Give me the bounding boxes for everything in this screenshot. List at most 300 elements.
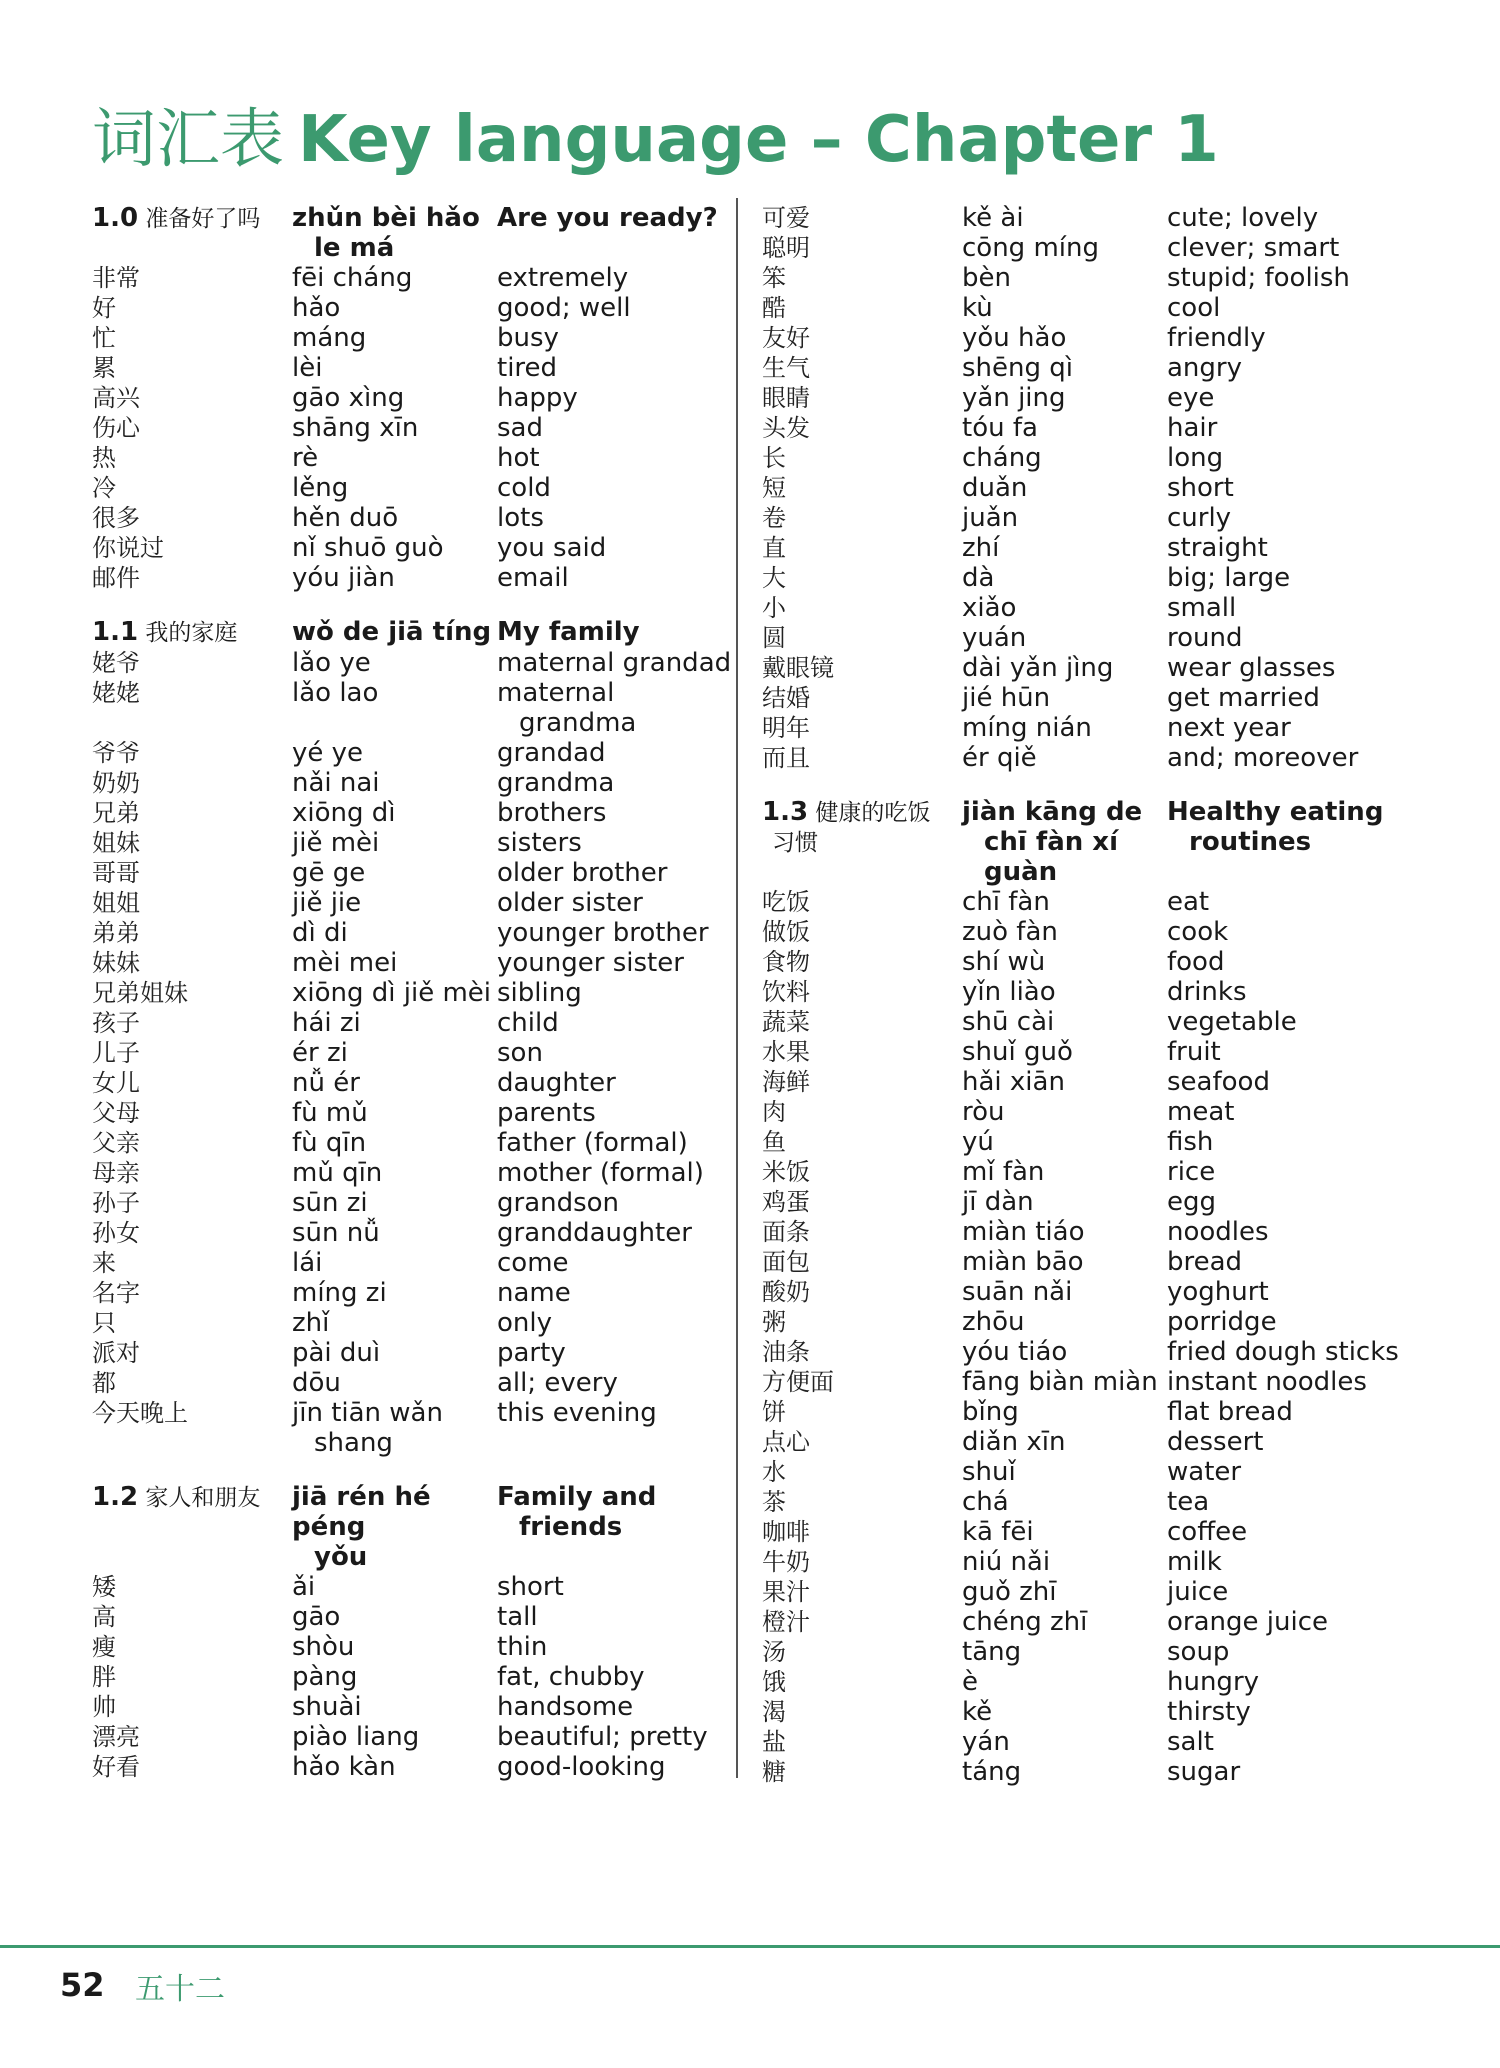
vocab-english — [1167, 947, 1462, 977]
vocab-english-line: meat — [1167, 1097, 1235, 1127]
section-title-pinyin — [292, 203, 497, 263]
vocab-english-line: beautiful; pretty — [497, 1722, 708, 1752]
vocab-english — [497, 1158, 722, 1188]
section-heading-chinese — [92, 203, 292, 263]
vocab-pinyin-line: kù — [962, 293, 993, 323]
vocab-english-line: cook — [1167, 917, 1229, 947]
vocab-row — [762, 653, 1462, 683]
vocab-english-line: tea — [1167, 1487, 1210, 1517]
vocab-row — [762, 1397, 1462, 1427]
vocab-row — [92, 1248, 722, 1278]
vocab-english-line: juice — [1167, 1577, 1229, 1607]
vocab-english — [1167, 1307, 1462, 1337]
section-title-english-line: Family and — [497, 1482, 657, 1512]
vocab-english — [1167, 1607, 1462, 1637]
vocab-english — [497, 1398, 722, 1458]
vocab-row — [762, 1337, 1462, 1367]
vocab-pinyin — [962, 1127, 1167, 1157]
vocab-row — [92, 1722, 722, 1752]
vocab-english — [497, 1038, 722, 1068]
vocab-chinese: 橙汁 — [762, 1608, 810, 1636]
vocab-row — [762, 713, 1462, 743]
section-heading-chinese — [762, 797, 962, 887]
section-title-chinese: 准备好了吗 — [138, 206, 261, 232]
vocab-chinese: 饼 — [762, 1398, 786, 1426]
vocab-chinese: 父亲 — [92, 1129, 140, 1157]
vocab-english — [497, 768, 722, 798]
vocab-pinyin — [962, 353, 1167, 383]
vocab-pinyin-line: kě — [962, 1697, 993, 1727]
vocab-pinyin — [962, 743, 1167, 773]
vocab-english — [1167, 1697, 1462, 1727]
section-title-pinyin-cont: chī fàn xí guàn — [984, 827, 1118, 887]
vocab-row — [92, 1128, 722, 1158]
vocab-chinese: 奶奶 — [92, 769, 140, 797]
vocab-pinyin-line: jiě jie — [292, 888, 362, 918]
vocab-pinyin — [962, 1337, 1167, 1367]
vocab-pinyin-line: piào liang — [292, 1722, 420, 1752]
vocab-pinyin — [962, 1367, 1167, 1397]
vocab-pinyin — [292, 473, 497, 503]
vocab-pinyin — [962, 1427, 1167, 1457]
vocab-chinese: 短 — [762, 474, 786, 502]
vocab-row — [762, 683, 1462, 713]
vocab-row — [92, 323, 722, 353]
vocab-pinyin — [292, 413, 497, 443]
vocab-chinese: 姐姐 — [92, 889, 140, 917]
vocab-english-line: clever; smart — [1167, 233, 1340, 263]
vocab-pinyin-line: shí wù — [962, 947, 1046, 977]
vocab-chinese: 面包 — [762, 1248, 810, 1276]
vocab-pinyin-line: fù mǔ — [292, 1098, 368, 1128]
vocab-pinyin — [962, 563, 1167, 593]
vocab-english-line: grandma — [497, 768, 615, 798]
vocab-english — [497, 1692, 722, 1722]
section-title-english — [1167, 797, 1462, 887]
vocab-english — [1167, 323, 1462, 353]
vocab-row — [762, 1007, 1462, 1037]
vocab-row — [92, 1602, 722, 1632]
vocab-chinese: 水 — [762, 1458, 786, 1486]
section-heading — [92, 617, 722, 648]
page-number-chinese: 五十二 — [135, 1972, 225, 2007]
vocab-pinyin — [292, 1248, 497, 1278]
vocab-row — [762, 203, 1462, 233]
vocab-pinyin — [292, 978, 497, 1008]
title-english: Key language – Chapter 1 — [298, 103, 1219, 177]
vocab-english-line: fat, chubby — [497, 1662, 645, 1692]
vocab-english-line: handsome — [497, 1692, 634, 1722]
vocab-section — [92, 203, 722, 593]
vocab-english-line: younger sister — [497, 948, 684, 978]
vocab-english-line: sisters — [497, 828, 582, 858]
vocab-pinyin-line: shēng qì — [962, 353, 1073, 383]
vocab-chinese: 大 — [762, 564, 786, 592]
vocab-pinyin-line: suān nǎi — [962, 1277, 1073, 1307]
vocab-pinyin-line: ér qiě — [962, 743, 1037, 773]
vocab-english-line: seafood — [1167, 1067, 1270, 1097]
vocab-english-line: food — [1167, 947, 1225, 977]
vocab-pinyin-line: máng — [292, 323, 367, 353]
vocab-pinyin — [292, 648, 497, 678]
vocab-english — [497, 413, 722, 443]
vocab-english-line: all; every — [497, 1368, 618, 1398]
vocab-row — [762, 1427, 1462, 1457]
section-title-pinyin-line: jiā rén hé péng — [292, 1482, 431, 1542]
vocab-pinyin — [292, 503, 497, 533]
vocab-row — [92, 1098, 722, 1128]
footer-rule — [0, 1945, 1500, 1948]
vocab-pinyin — [962, 1307, 1167, 1337]
vocab-pinyin — [962, 293, 1167, 323]
vocab-pinyin — [962, 1577, 1167, 1607]
vocab-row — [92, 263, 722, 293]
vocab-english-line: mother (formal) — [497, 1158, 704, 1188]
vocab-row — [762, 1277, 1462, 1307]
vocab-row — [762, 1247, 1462, 1277]
vocab-row — [92, 1692, 722, 1722]
vocab-english — [497, 323, 722, 353]
vocab-pinyin — [962, 1037, 1167, 1067]
section-title-pinyin-line: zhǔn bèi hǎo — [292, 203, 480, 233]
vocab-pinyin — [292, 563, 497, 593]
vocab-english — [1167, 743, 1462, 773]
vocab-chinese: 粥 — [762, 1308, 786, 1336]
vocab-pinyin — [962, 917, 1167, 947]
vocab-pinyin-line: shuǐ — [962, 1457, 1016, 1487]
vocab-chinese: 瘦 — [92, 1633, 116, 1661]
vocab-pinyin — [962, 1517, 1167, 1547]
vocab-row — [762, 233, 1462, 263]
vocab-pinyin-line: lěng — [292, 473, 349, 503]
vocab-chinese: 可爱 — [762, 204, 810, 232]
vocab-english-line: round — [1167, 623, 1243, 653]
section-title-english-cont: routines — [1189, 827, 1312, 857]
vocab-chinese: 生气 — [762, 354, 810, 382]
page-number: 52 — [60, 1966, 105, 2004]
vocab-english — [497, 1248, 722, 1278]
vocab-pinyin-line: yǐn liào — [962, 977, 1056, 1007]
vocab-english-line: eat — [1167, 887, 1210, 917]
vocab-pinyin — [962, 887, 1167, 917]
vocab-pinyin — [292, 1632, 497, 1662]
vocab-chinese: 茶 — [762, 1488, 786, 1516]
vocab-pinyin — [292, 1188, 497, 1218]
vocab-english — [1167, 713, 1462, 743]
vocab-row — [92, 503, 722, 533]
vocab-row — [762, 977, 1462, 1007]
vocab-english — [497, 293, 722, 323]
vocab-pinyin-line: è — [962, 1667, 978, 1697]
vocab-english — [1167, 443, 1462, 473]
vocab-pinyin-line: bèn — [962, 263, 1011, 293]
vocab-english-line: sad — [497, 413, 543, 443]
vocab-english-line: angry — [1167, 353, 1242, 383]
vocab-english-line: this evening — [497, 1398, 657, 1428]
vocab-pinyin — [962, 683, 1167, 713]
vocab-pinyin-line: miàn bāo — [962, 1247, 1084, 1277]
vocab-english-line: eye — [1167, 383, 1215, 413]
section-heading — [92, 1482, 722, 1572]
vocab-chinese: 来 — [92, 1249, 116, 1277]
vocab-row — [762, 1157, 1462, 1187]
vocab-english-line: cool — [1167, 293, 1221, 323]
vocab-chinese: 渴 — [762, 1698, 786, 1726]
vocab-english-line: maternal — [497, 678, 615, 708]
vocab-row — [762, 1367, 1462, 1397]
vocab-row — [762, 1727, 1462, 1757]
vocab-english — [1167, 1487, 1462, 1517]
section-title-english — [497, 203, 722, 263]
vocab-english — [497, 1098, 722, 1128]
vocab-english-line: older brother — [497, 858, 668, 888]
vocab-chinese: 累 — [92, 354, 116, 382]
vocab-chinese: 热 — [92, 444, 116, 472]
vocab-chinese: 眼睛 — [762, 384, 810, 412]
vocab-english-line: coffee — [1167, 1517, 1248, 1547]
vocab-english — [497, 443, 722, 473]
vocab-pinyin — [292, 1692, 497, 1722]
vocab-chinese: 只 — [92, 1309, 116, 1337]
column-divider — [736, 198, 738, 1778]
vocab-pinyin-line: zuò fàn — [962, 917, 1058, 947]
vocab-pinyin — [962, 1247, 1167, 1277]
vocab-row — [92, 293, 722, 323]
vocab-pinyin-line: shòu — [292, 1632, 355, 1662]
vocab-chinese: 胖 — [92, 1663, 116, 1691]
vocab-english-line: hot — [497, 443, 540, 473]
section-number: 1.0 — [92, 203, 139, 233]
vocab-chinese: 肉 — [762, 1098, 786, 1126]
vocab-pinyin-line: hǎo kàn — [292, 1752, 396, 1782]
section-title-pinyin — [292, 617, 497, 648]
vocab-row — [92, 533, 722, 563]
vocab-pinyin — [962, 443, 1167, 473]
vocab-pinyin-line: shū cài — [962, 1007, 1055, 1037]
vocab-pinyin-line: bǐng — [962, 1397, 1019, 1427]
vocab-pinyin — [292, 1752, 497, 1782]
section-number: 1.3 — [762, 797, 809, 827]
vocab-pinyin — [292, 1662, 497, 1692]
vocab-row — [92, 918, 722, 948]
vocab-pinyin-line: táng — [962, 1757, 1022, 1787]
vocab-row — [762, 413, 1462, 443]
vocab-chinese: 兄弟 — [92, 799, 140, 827]
vocab-pinyin — [962, 383, 1167, 413]
vocab-row — [92, 1752, 722, 1782]
vocab-english — [1167, 413, 1462, 443]
vocab-pinyin-line: xiǎo — [962, 593, 1017, 623]
vocab-english — [1167, 473, 1462, 503]
vocab-pinyin-line: sūn nǚ — [292, 1218, 380, 1248]
vocab-pinyin-line: yú — [962, 1127, 994, 1157]
vocab-row — [762, 323, 1462, 353]
title-chinese: 词汇表 — [92, 103, 284, 177]
vocab-english-line: hungry — [1167, 1667, 1260, 1697]
vocab-pinyin — [962, 203, 1167, 233]
vocab-row — [92, 798, 722, 828]
vocab-english-line: orange juice — [1167, 1607, 1328, 1637]
vocab-row — [92, 858, 722, 888]
vocab-row — [762, 917, 1462, 947]
vocab-chinese: 点心 — [762, 1428, 810, 1456]
vocab-english — [1167, 1547, 1462, 1577]
vocab-chinese: 盐 — [762, 1728, 786, 1756]
vocab-chinese: 咖啡 — [762, 1518, 810, 1546]
vocab-english — [497, 948, 722, 978]
vocab-english — [1167, 1457, 1462, 1487]
vocab-chinese: 而且 — [762, 744, 810, 772]
vocab-english-line: granddaughter — [497, 1218, 692, 1248]
vocab-pinyin — [292, 1098, 497, 1128]
vocab-english-line: busy — [497, 323, 559, 353]
page-title — [92, 100, 1219, 180]
vocab-chinese: 帅 — [92, 1693, 116, 1721]
vocab-pinyin-line: gāo xìng — [292, 383, 405, 413]
vocab-pinyin — [962, 1487, 1167, 1517]
vocab-pinyin-line: nǎi nai — [292, 768, 380, 798]
vocab-english-line: older sister — [497, 888, 643, 918]
vocab-pinyin-line: ǎi — [292, 1572, 316, 1602]
vocab-pinyin-line: yán — [962, 1727, 1010, 1757]
vocab-english-line: flat bread — [1167, 1397, 1293, 1427]
vocab-pinyin-line: tāng — [962, 1637, 1022, 1667]
vocab-pinyin-line: pài duì — [292, 1338, 381, 1368]
vocab-pinyin-line: dài yǎn jìng — [962, 653, 1114, 683]
vocab-english-line: wear glasses — [1167, 653, 1336, 683]
vocab-chinese: 姥爷 — [92, 649, 140, 677]
vocab-pinyin — [292, 1308, 497, 1338]
vocab-pinyin-line: jié hūn — [962, 683, 1051, 713]
vocab-pinyin-line: tóu fa — [962, 413, 1038, 443]
section-heading-chinese — [92, 1482, 292, 1572]
vocab-pinyin — [292, 918, 497, 948]
vocab-english — [1167, 1397, 1462, 1427]
vocab-row — [92, 473, 722, 503]
vocab-pinyin — [292, 1158, 497, 1188]
vocab-english — [497, 563, 722, 593]
vocab-chinese: 笨 — [762, 264, 786, 292]
vocab-chinese: 水果 — [762, 1038, 810, 1066]
vocab-chinese: 妹妹 — [92, 949, 140, 977]
vocab-pinyin-line: mǐ fàn — [962, 1157, 1045, 1187]
vocab-row — [92, 413, 722, 443]
vocab-english — [1167, 563, 1462, 593]
vocab-pinyin — [292, 888, 497, 918]
vocab-chinese: 孙子 — [92, 1189, 140, 1217]
vocab-pinyin — [962, 233, 1167, 263]
vocab-pinyin — [962, 977, 1167, 1007]
vocab-english — [1167, 383, 1462, 413]
vocab-row — [92, 978, 722, 1008]
vocab-english-line: lots — [497, 503, 544, 533]
section-title-chinese: 健康的吃饭 — [808, 800, 931, 826]
vocab-pinyin — [292, 263, 497, 293]
section-number: 1.1 — [92, 617, 139, 647]
vocab-pinyin-line: duǎn — [962, 473, 1028, 503]
vocab-pinyin — [962, 323, 1167, 353]
vocab-english-line: drinks — [1167, 977, 1247, 1007]
vocab-english — [1167, 1097, 1462, 1127]
vocab-english — [497, 1068, 722, 1098]
vocab-english — [497, 978, 722, 1008]
vocab-english-line: and; moreover — [1167, 743, 1359, 773]
vocab-english-line: party — [497, 1338, 566, 1368]
section-title-english-line: Are you ready? — [497, 203, 718, 233]
vocab-section — [762, 203, 1462, 773]
vocab-english-line: tall — [497, 1602, 538, 1632]
vocab-english — [1167, 233, 1462, 263]
vocab-chinese: 聪明 — [762, 234, 810, 262]
vocab-pinyin — [962, 263, 1167, 293]
vocab-chinese: 邮件 — [92, 564, 140, 592]
vocab-pinyin — [962, 947, 1167, 977]
vocab-english-line: rice — [1167, 1157, 1216, 1187]
vocab-english — [1167, 1727, 1462, 1757]
vocab-english — [497, 888, 722, 918]
vocab-chinese: 戴眼镜 — [762, 654, 834, 682]
vocab-pinyin-line: xiōng dì — [292, 798, 396, 828]
vocab-english-line: sugar — [1167, 1757, 1241, 1787]
vocab-english — [1167, 1757, 1462, 1787]
vocab-english-line: daughter — [497, 1068, 616, 1098]
vocab-chinese: 姥姥 — [92, 679, 140, 707]
vocab-row — [762, 1037, 1462, 1067]
vocab-row — [762, 947, 1462, 977]
vocab-pinyin-line: zhōu — [962, 1307, 1025, 1337]
vocab-row — [92, 648, 732, 678]
vocab-pinyin — [962, 473, 1167, 503]
vocab-pinyin — [962, 1067, 1167, 1097]
vocab-pinyin-cont: shang — [314, 1428, 393, 1458]
vocab-pinyin — [292, 678, 497, 738]
vocab-pinyin-line: diǎn xīn — [962, 1427, 1066, 1457]
vocab-english — [1167, 1217, 1462, 1247]
vocab-row — [762, 1757, 1462, 1787]
section-title-pinyin-cont: yǒu — [314, 1542, 368, 1572]
vocab-english-line: big; large — [1167, 563, 1291, 593]
vocab-pinyin-line: rè — [292, 443, 319, 473]
vocab-pinyin — [292, 798, 497, 828]
vocab-chinese: 饿 — [762, 1668, 786, 1696]
vocab-row — [92, 1038, 722, 1068]
section-title-chinese: 我的家庭 — [138, 620, 238, 646]
vocab-english — [497, 353, 722, 383]
vocab-pinyin-line: lái — [292, 1248, 323, 1278]
vocab-pinyin — [962, 653, 1167, 683]
vocab-row — [762, 1217, 1462, 1247]
vocab-english-line: you said — [497, 533, 607, 563]
vocab-english — [497, 918, 722, 948]
vocab-pinyin-line: mèi mei — [292, 948, 398, 978]
vocab-pinyin-line: hái zi — [292, 1008, 361, 1038]
vocab-chinese: 姐妹 — [92, 829, 140, 857]
vocab-pinyin — [292, 1128, 497, 1158]
vocab-row — [92, 828, 722, 858]
vocab-pinyin-line: lǎo ye — [292, 648, 371, 678]
vocab-chinese: 孩子 — [92, 1009, 140, 1037]
vocab-chinese: 酸奶 — [762, 1278, 810, 1306]
vocab-english — [1167, 1067, 1462, 1097]
vocab-english-line: sibling — [497, 978, 582, 1008]
vocab-row — [762, 1547, 1462, 1577]
vocab-row — [762, 1667, 1462, 1697]
vocab-row — [762, 1097, 1462, 1127]
vocab-chinese: 蔬菜 — [762, 1008, 810, 1036]
vocab-english — [497, 1218, 722, 1248]
vocab-english — [497, 738, 722, 768]
vocab-english-line: bread — [1167, 1247, 1243, 1277]
